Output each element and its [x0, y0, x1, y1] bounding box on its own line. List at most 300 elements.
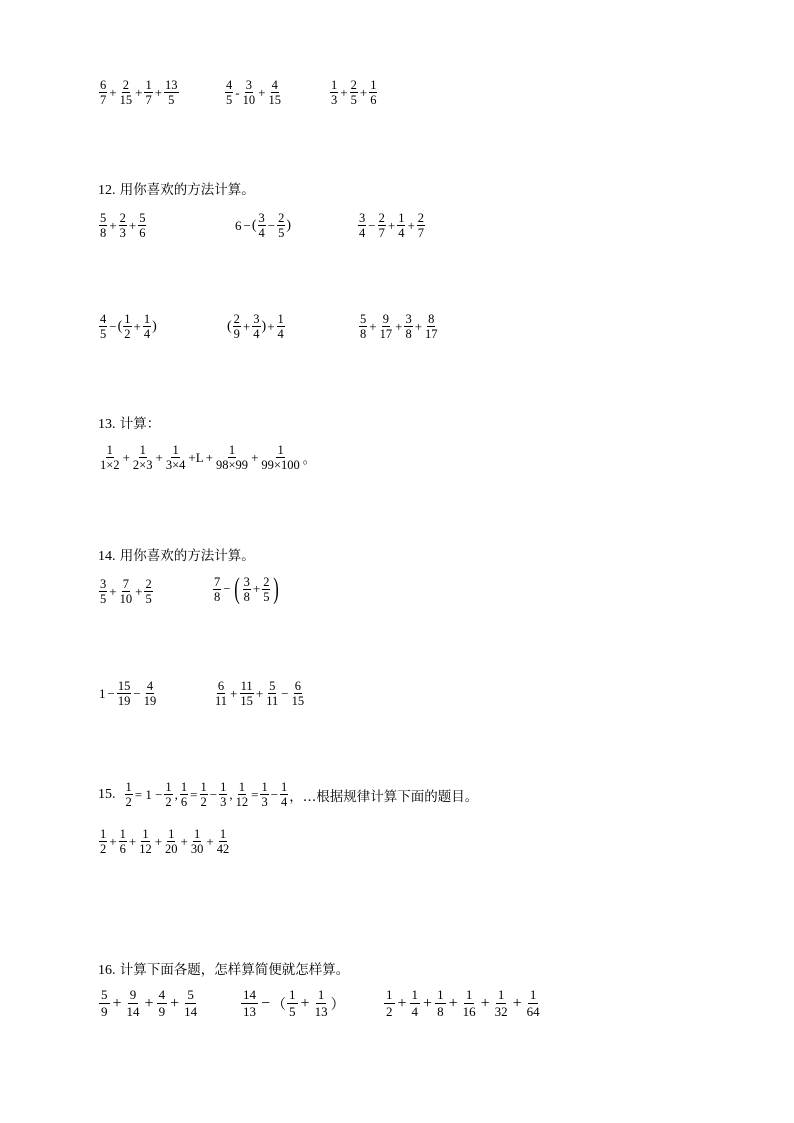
fraction-numerator: 1	[139, 443, 146, 457]
q16-text: 计算下面各题，怎样算简便就怎样算。	[119, 962, 350, 978]
fraction-denominator: 15	[291, 694, 305, 708]
fraction	[417, 211, 425, 240]
fraction-denominator: 4	[143, 327, 151, 341]
fraction-denominator: 3	[261, 795, 268, 809]
fraction-denominator: 3×4	[165, 458, 186, 472]
operator: +	[128, 833, 137, 849]
fraction-numerator: 5	[100, 211, 107, 225]
fraction-numerator: 3	[258, 211, 265, 225]
fraction	[404, 312, 412, 341]
fraction	[119, 827, 127, 856]
fraction-numerator: 1	[124, 312, 131, 326]
fraction-denominator: 8	[243, 589, 250, 604]
operator: −	[267, 217, 276, 233]
fraction	[350, 78, 358, 107]
fraction-denominator: 6	[370, 93, 377, 107]
fraction-numerator: 3	[100, 577, 107, 591]
operator: −	[261, 994, 271, 1012]
fraction	[359, 312, 367, 341]
fraction-numerator: 2	[119, 211, 126, 225]
fraction	[424, 312, 439, 341]
fraction-denominator: 5	[168, 93, 175, 107]
fraction-numerator: 3	[245, 78, 252, 92]
fraction-denominator: 4	[258, 226, 265, 240]
fraction-numerator: 1	[172, 443, 179, 457]
operator: +	[397, 994, 407, 1012]
fraction	[99, 211, 107, 240]
operator: +	[135, 84, 143, 100]
operator: +	[154, 833, 163, 849]
fraction-denominator: 3	[331, 93, 338, 107]
q13-number: 13.	[98, 417, 116, 432]
fraction-denominator: 2×3	[132, 458, 153, 472]
fraction-numerator: 2	[122, 78, 129, 92]
fraction	[117, 679, 132, 708]
operator: +	[128, 217, 137, 233]
fraction-denominator: 5	[145, 592, 152, 606]
fraction-denominator: 11	[215, 694, 228, 708]
fraction-denominator: 2	[124, 327, 131, 341]
fraction-numerator: 1	[125, 780, 132, 794]
operator: +	[180, 833, 188, 849]
operator: +	[133, 318, 141, 334]
operator: =	[251, 786, 259, 802]
fraction-denominator: 1×2	[100, 458, 120, 472]
parenthesis: （	[272, 997, 287, 1013]
fraction	[369, 78, 377, 107]
fraction-numerator: 1	[168, 827, 175, 841]
fraction-numerator: 1	[411, 987, 419, 1002]
fraction-denominator: 4	[281, 795, 288, 809]
fraction	[277, 211, 285, 240]
fraction-numerator: 1	[497, 987, 505, 1002]
q12-expr-4	[98, 312, 157, 341]
operator: +	[255, 685, 264, 701]
fraction	[219, 780, 227, 809]
fraction-denominator: 13	[243, 1004, 256, 1019]
fraction-denominator: 3	[119, 226, 126, 240]
fraction	[265, 679, 279, 708]
operator: −	[243, 217, 251, 233]
q14-heading	[98, 544, 255, 565]
fraction-numerator: 1	[143, 312, 151, 326]
fraction-denominator: 4	[359, 226, 366, 240]
fraction-denominator: 2	[386, 1004, 393, 1019]
fraction-denominator: 2	[165, 795, 172, 809]
fraction-denominator: 3	[220, 795, 227, 809]
fraction-numerator: 2	[263, 574, 270, 589]
fraction-denominator: 5	[289, 1004, 296, 1019]
fraction-denominator: 8	[405, 327, 412, 341]
fraction	[99, 78, 107, 107]
q15-expr-1	[98, 827, 231, 856]
fraction	[99, 827, 107, 856]
fraction-numerator: 1	[119, 827, 126, 841]
q15-rule	[124, 780, 290, 809]
operator: +	[109, 583, 117, 599]
q12-expr-1	[98, 211, 147, 240]
fraction	[258, 211, 266, 240]
fraction-numerator: 15	[117, 679, 131, 693]
fraction-numerator: 1	[106, 443, 113, 457]
fraction-numerator: 14	[243, 987, 256, 1002]
operator: +	[205, 449, 213, 465]
fraction-denominator: 12	[235, 795, 249, 809]
fraction-numerator: 1	[238, 780, 245, 794]
fraction-denominator: 5	[350, 93, 357, 107]
fraction-denominator: 8	[100, 226, 107, 240]
operator: −	[109, 318, 117, 334]
fraction	[267, 78, 282, 107]
fraction	[213, 575, 221, 604]
fraction-numerator: 2	[417, 211, 425, 225]
operator: +	[512, 994, 522, 1012]
q14-expr-4	[213, 679, 306, 708]
fraction-denominator: 32	[494, 1004, 508, 1019]
fraction-denominator: 30	[190, 842, 204, 856]
fraction-denominator: 20	[165, 842, 178, 856]
fraction-denominator: 13	[314, 1004, 328, 1019]
fraction-denominator: 10	[119, 592, 133, 606]
fraction-denominator: 9	[233, 327, 240, 341]
fraction-numerator: 9	[129, 987, 137, 1002]
operator: +	[423, 994, 433, 1012]
fraction	[164, 780, 172, 809]
q16-expr-2	[240, 987, 345, 1020]
fraction-numerator: 6	[100, 78, 107, 92]
fraction-numerator: 1	[281, 780, 288, 794]
fraction-numerator: 1	[200, 780, 207, 794]
fraction-numerator: 1	[228, 443, 236, 457]
q12-expr-5	[227, 312, 286, 341]
fraction-denominator: 14	[126, 1004, 140, 1019]
operator: +	[258, 84, 266, 100]
fraction-denominator: 14	[184, 1004, 198, 1019]
operator: +	[109, 217, 117, 233]
fraction-denominator: 4	[277, 327, 284, 341]
operator: +	[369, 318, 377, 334]
fraction	[260, 780, 268, 809]
fraction-numerator: 1	[398, 211, 405, 225]
fraction-denominator: 7	[145, 93, 152, 107]
fraction	[123, 312, 131, 341]
operator: +	[267, 318, 275, 334]
fraction	[165, 443, 187, 472]
fraction	[119, 577, 134, 606]
parenthesis: ）	[330, 997, 345, 1013]
fraction-numerator: 2	[350, 78, 357, 92]
fraction-numerator: 6	[294, 679, 301, 693]
fraction-denominator: 5	[100, 592, 107, 606]
fraction-numerator: 4	[271, 78, 278, 92]
operator: =	[190, 786, 198, 802]
fraction-denominator: 8	[437, 1004, 444, 1019]
fraction	[99, 987, 110, 1020]
operator: +	[387, 217, 396, 233]
fraction-numerator: 1	[180, 780, 188, 794]
fraction	[493, 987, 510, 1020]
q11-expr-2	[224, 78, 283, 107]
q11-expr-3	[329, 78, 378, 107]
fraction-denominator: 64	[526, 1004, 540, 1019]
operator: +	[109, 84, 117, 100]
q13-text: 计算：	[119, 416, 161, 432]
operator: +	[144, 994, 154, 1012]
q15-heading	[98, 780, 478, 809]
q12-expr-3	[357, 211, 426, 240]
q15-number: 15.	[98, 786, 116, 802]
fraction	[525, 987, 542, 1020]
operator: -	[235, 84, 240, 100]
fraction	[260, 443, 300, 472]
fraction-denominator: 2	[125, 795, 132, 809]
fraction-numerator: 4	[100, 312, 107, 326]
operator: −	[368, 217, 376, 233]
fraction	[252, 312, 260, 341]
fraction-numerator: 4	[146, 679, 154, 693]
q16-expr-3	[383, 987, 543, 1020]
q16-expr-1	[98, 987, 200, 1020]
q12-expr-2	[234, 211, 291, 240]
fraction	[379, 312, 394, 341]
fraction-denominator: 7	[378, 226, 385, 240]
fraction-denominator: 7	[417, 226, 425, 240]
fraction-denominator: 19	[117, 694, 131, 708]
q15-tail: ，…根据规律计算下面的题目。	[289, 788, 479, 805]
fraction	[435, 987, 446, 1020]
fraction	[99, 312, 107, 341]
fraction-numerator: 13	[165, 78, 178, 92]
fraction-denominator: 5	[226, 93, 233, 107]
fraction	[410, 987, 421, 1020]
fraction-denominator: 15	[119, 93, 133, 107]
q14-expr-2	[212, 574, 281, 604]
fraction	[190, 827, 205, 856]
fraction-denominator: 8	[214, 589, 221, 604]
fraction-denominator: 6	[119, 842, 126, 856]
fraction	[384, 987, 395, 1020]
q16-number: 16.	[98, 963, 116, 978]
fraction	[119, 211, 127, 240]
fraction-numerator: 3	[405, 312, 412, 326]
fraction-numerator: 1	[219, 827, 227, 841]
fraction	[182, 987, 199, 1020]
fraction-numerator: 1	[437, 987, 444, 1002]
fraction	[143, 679, 158, 708]
operator: +	[395, 318, 403, 334]
q14-expr-1	[98, 577, 154, 606]
fraction	[239, 679, 254, 708]
parenthesis: (	[251, 217, 257, 233]
fraction-denominator: 15	[240, 694, 253, 708]
fraction	[235, 780, 250, 809]
fraction	[164, 78, 179, 107]
fraction-numerator: 2	[378, 211, 385, 225]
q16-heading	[98, 958, 349, 979]
fraction	[233, 312, 241, 341]
parenthesis: )	[261, 318, 267, 334]
operator: −	[133, 685, 141, 701]
operator: −	[209, 786, 218, 802]
fraction-denominator: 16	[462, 1004, 476, 1019]
fraction-numerator: 7	[122, 577, 129, 591]
fraction-numerator: 1	[386, 987, 393, 1002]
q12-text: 用你喜欢的方法计算。	[119, 182, 255, 198]
fraction-denominator: 9	[158, 1004, 166, 1019]
fraction-numerator: 1	[331, 78, 338, 92]
operator: +	[135, 583, 143, 599]
q12-expr-6	[358, 312, 440, 341]
fraction	[99, 577, 107, 606]
term: 1	[99, 685, 106, 701]
fraction	[330, 78, 338, 107]
operator: +	[251, 449, 259, 465]
fraction	[144, 78, 152, 107]
operator: +	[170, 994, 180, 1012]
fraction-denominator: 19	[143, 694, 157, 708]
fraction-denominator: 99×100	[261, 458, 300, 472]
q14-number: 14.	[98, 549, 116, 564]
q13-heading	[98, 412, 160, 433]
fraction	[277, 312, 285, 341]
fraction-numerator: 1	[100, 827, 107, 841]
parenthesis: (	[117, 318, 123, 334]
fraction-denominator: 17	[425, 327, 438, 341]
operator: +	[206, 833, 214, 849]
fraction	[164, 827, 179, 856]
fraction-numerator: 5	[360, 312, 367, 326]
operator: +	[252, 581, 261, 596]
operator: +	[359, 84, 368, 100]
fraction-numerator: 1	[261, 780, 268, 794]
fraction	[138, 827, 153, 856]
operator: +	[112, 994, 122, 1012]
operator: +	[448, 994, 458, 1012]
fraction-numerator: 2	[145, 577, 152, 591]
fraction-denominator: 2	[200, 795, 207, 809]
fraction	[242, 78, 257, 107]
fraction-denominator: 42	[216, 842, 230, 856]
fraction-denominator: 5	[278, 226, 285, 240]
fraction	[241, 987, 258, 1020]
fraction-numerator: 4	[158, 987, 166, 1002]
operator: +	[340, 84, 348, 100]
fraction-numerator: 3	[253, 312, 260, 326]
fraction	[291, 679, 306, 708]
fraction	[143, 312, 151, 341]
fraction-numerator: 1	[277, 443, 284, 457]
fraction	[119, 78, 134, 107]
fraction-numerator: 5	[139, 211, 146, 225]
fraction	[200, 780, 208, 809]
q14-text: 用你喜欢的方法计算。	[119, 548, 255, 564]
operator: +L	[188, 449, 204, 465]
fraction	[313, 987, 330, 1020]
operator: +	[230, 685, 238, 701]
fraction-numerator: 5	[187, 987, 194, 1002]
term: ,	[229, 786, 233, 802]
fraction-denominator: 11	[266, 694, 279, 708]
operator: −	[281, 685, 289, 701]
fraction-denominator: 6	[180, 795, 188, 809]
term: 6	[235, 217, 242, 233]
operator: = 1 −	[134, 786, 163, 802]
operator: +	[109, 833, 117, 849]
fraction	[215, 443, 249, 472]
fraction-denominator: 7	[100, 93, 107, 107]
fraction-numerator: 5	[101, 987, 108, 1002]
parenthesis: )	[286, 217, 292, 233]
fraction	[287, 987, 298, 1020]
operator: −	[270, 786, 279, 802]
fraction	[358, 211, 366, 240]
fraction	[99, 443, 121, 472]
parenthesis: )	[152, 318, 157, 334]
parenthesis: (	[233, 572, 240, 605]
fraction-numerator: 1	[465, 987, 473, 1002]
fraction	[132, 443, 154, 472]
fraction	[225, 78, 233, 107]
fraction-denominator: 4	[398, 226, 405, 240]
fraction-numerator: 2	[278, 211, 285, 225]
fraction	[216, 827, 231, 856]
operator: +	[407, 217, 415, 233]
fraction-numerator: 1	[145, 78, 152, 92]
fraction-denominator: 2	[100, 842, 107, 856]
fraction-denominator: 5	[100, 327, 107, 341]
fraction-denominator: 15	[268, 93, 281, 107]
fraction-numerator: 1	[165, 780, 172, 794]
fraction-numerator: 1	[220, 780, 227, 794]
fraction-numerator: 1	[277, 312, 284, 326]
fraction-numerator: 1	[142, 827, 149, 841]
fraction	[180, 780, 188, 809]
term: ,	[174, 786, 178, 802]
fraction	[397, 211, 405, 240]
q14-expr-3	[98, 679, 158, 708]
fraction-denominator: 4	[253, 327, 260, 341]
fraction-numerator: 6	[217, 679, 225, 693]
q13-expr-1	[98, 443, 317, 472]
operator: +	[480, 994, 490, 1012]
fraction-numerator: 1	[529, 987, 537, 1002]
fraction-denominator: 9	[101, 1004, 108, 1019]
fraction-numerator: 11	[240, 679, 253, 693]
q11-expr-1	[98, 78, 180, 107]
fraction-denominator: 17	[379, 327, 393, 341]
fraction-denominator: 8	[360, 327, 367, 341]
fraction-denominator: 5	[263, 589, 270, 604]
fraction-denominator: 12	[139, 842, 152, 856]
operator: +	[300, 994, 310, 1012]
fraction-numerator: 2	[233, 312, 240, 326]
fraction	[125, 987, 142, 1020]
operator: +	[154, 84, 163, 100]
fraction-numerator: 5	[269, 679, 276, 693]
operator: +	[242, 318, 251, 334]
q12-heading	[98, 178, 255, 199]
fraction-denominator: 4	[411, 1004, 419, 1019]
fraction	[144, 577, 152, 606]
fraction	[157, 987, 168, 1020]
fraction-numerator: 1	[370, 78, 377, 92]
fraction	[280, 780, 288, 809]
fraction-numerator: 1	[317, 987, 325, 1002]
parenthesis: (	[227, 318, 232, 334]
fraction	[461, 987, 478, 1020]
fraction-numerator: 1	[289, 987, 296, 1002]
fraction-denominator: 98×99	[216, 458, 249, 472]
